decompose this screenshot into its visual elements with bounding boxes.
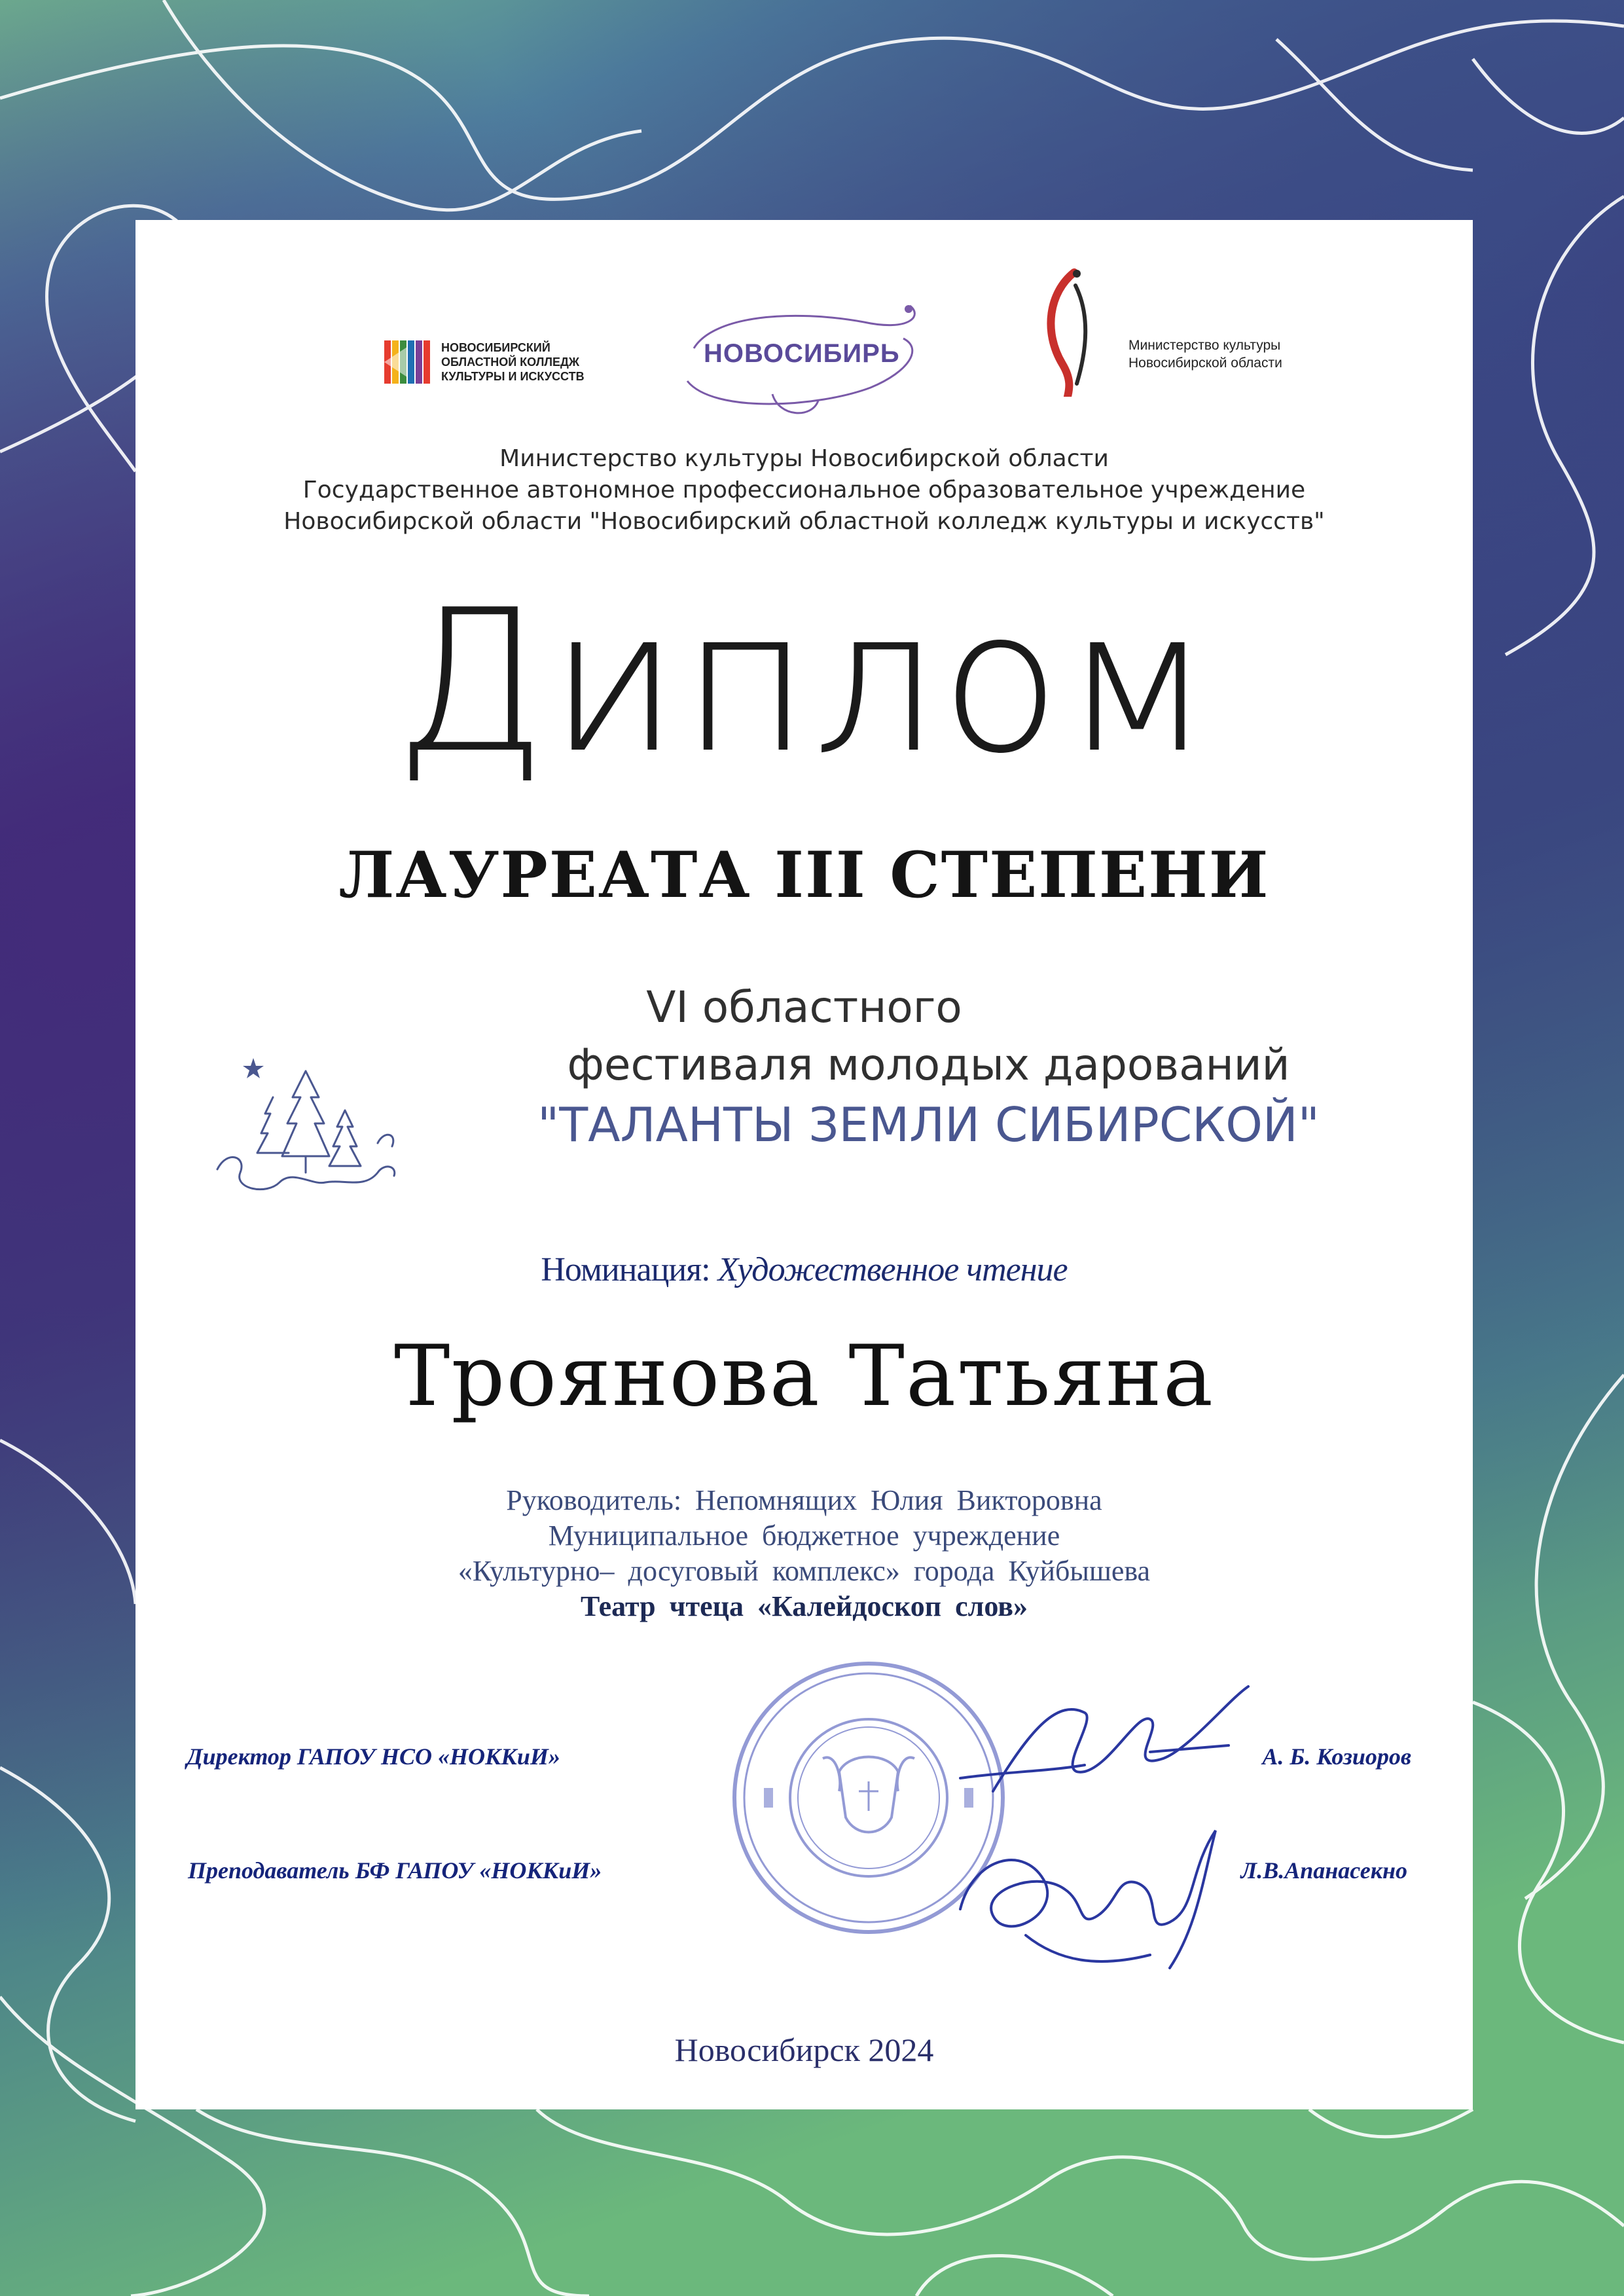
nomination — [135, 1250, 1473, 1289]
teacher-title: Преподаватель БФ ГАПОУ «НОККиИ» — [188, 1857, 602, 1884]
college-logo-icon — [384, 340, 437, 384]
festival-line: фестиваля молодых дарований — [567, 1040, 1290, 1090]
college-logo-line: КУЛЬТУРЫ И ИСКУССТВ — [441, 370, 585, 383]
header-line: Государственное автономное профессиональное образовательное учреждение — [302, 477, 1306, 503]
forest-trees-icon — [214, 1051, 424, 1209]
college-logo-line: НОВОСИБИРСКИЙ — [441, 341, 550, 354]
ministry-logo-line: Новосибирской области — [1128, 355, 1282, 371]
city-year: Новосибирск 2024 — [674, 2032, 934, 2068]
nomination-value: Художественное чтение — [717, 1251, 1068, 1288]
certificate-sheet — [135, 220, 1473, 2109]
teacher-name: Л.В.Апанасекно — [1240, 1857, 1407, 1884]
ministry-logo-text — [1128, 337, 1282, 372]
theatre-line: Театр чтеца «Калейдоскоп слов» — [580, 1590, 1028, 1622]
ministry-logo-icon — [1036, 266, 1102, 397]
institution-line: «Культурно– досуговый комплекс» города Куйбышева — [458, 1555, 1151, 1587]
teacher-signature — [954, 1804, 1268, 1988]
ministry-logo-line: Министерство культуры — [1128, 338, 1281, 353]
novosibir-logo-text: НОВОСИБИРЬ — [704, 339, 900, 368]
college-logo-text — [441, 340, 585, 384]
nomination-label: Номинация: — [541, 1251, 710, 1288]
director-signature — [954, 1673, 1255, 1804]
header-line: Министерство культуры Новосибирской области — [499, 445, 1109, 472]
college-logo-line: ОБЛАСТНОЙ КОЛЛЕДЖ — [441, 355, 580, 369]
institution-line: Муниципальное бюджетное учреждение — [548, 1520, 1060, 1552]
festival-line: VI областного — [646, 982, 962, 1032]
laureate-name: Троянова Татьяна — [393, 1328, 1215, 1425]
leader-line: Руководитель: Непомнящих Юлия Викторовна — [506, 1484, 1102, 1516]
director-name: А. Б. Козиоров — [1262, 1743, 1411, 1770]
festival-name: "ТАЛАНТЫ ЗЕМЛИ СИБИРСКОЙ" — [537, 1097, 1320, 1152]
certificate-title: Диплом — [394, 568, 1214, 796]
director-title: Директор ГАПОУ НСО «НОККиИ» — [187, 1743, 560, 1770]
certificate-subtitle: ЛАУРЕАТА III СТЕПЕНИ — [338, 838, 1270, 912]
header-line: Новосибирской области "Новосибирский областной колледж культуры и искусств" — [283, 508, 1325, 535]
